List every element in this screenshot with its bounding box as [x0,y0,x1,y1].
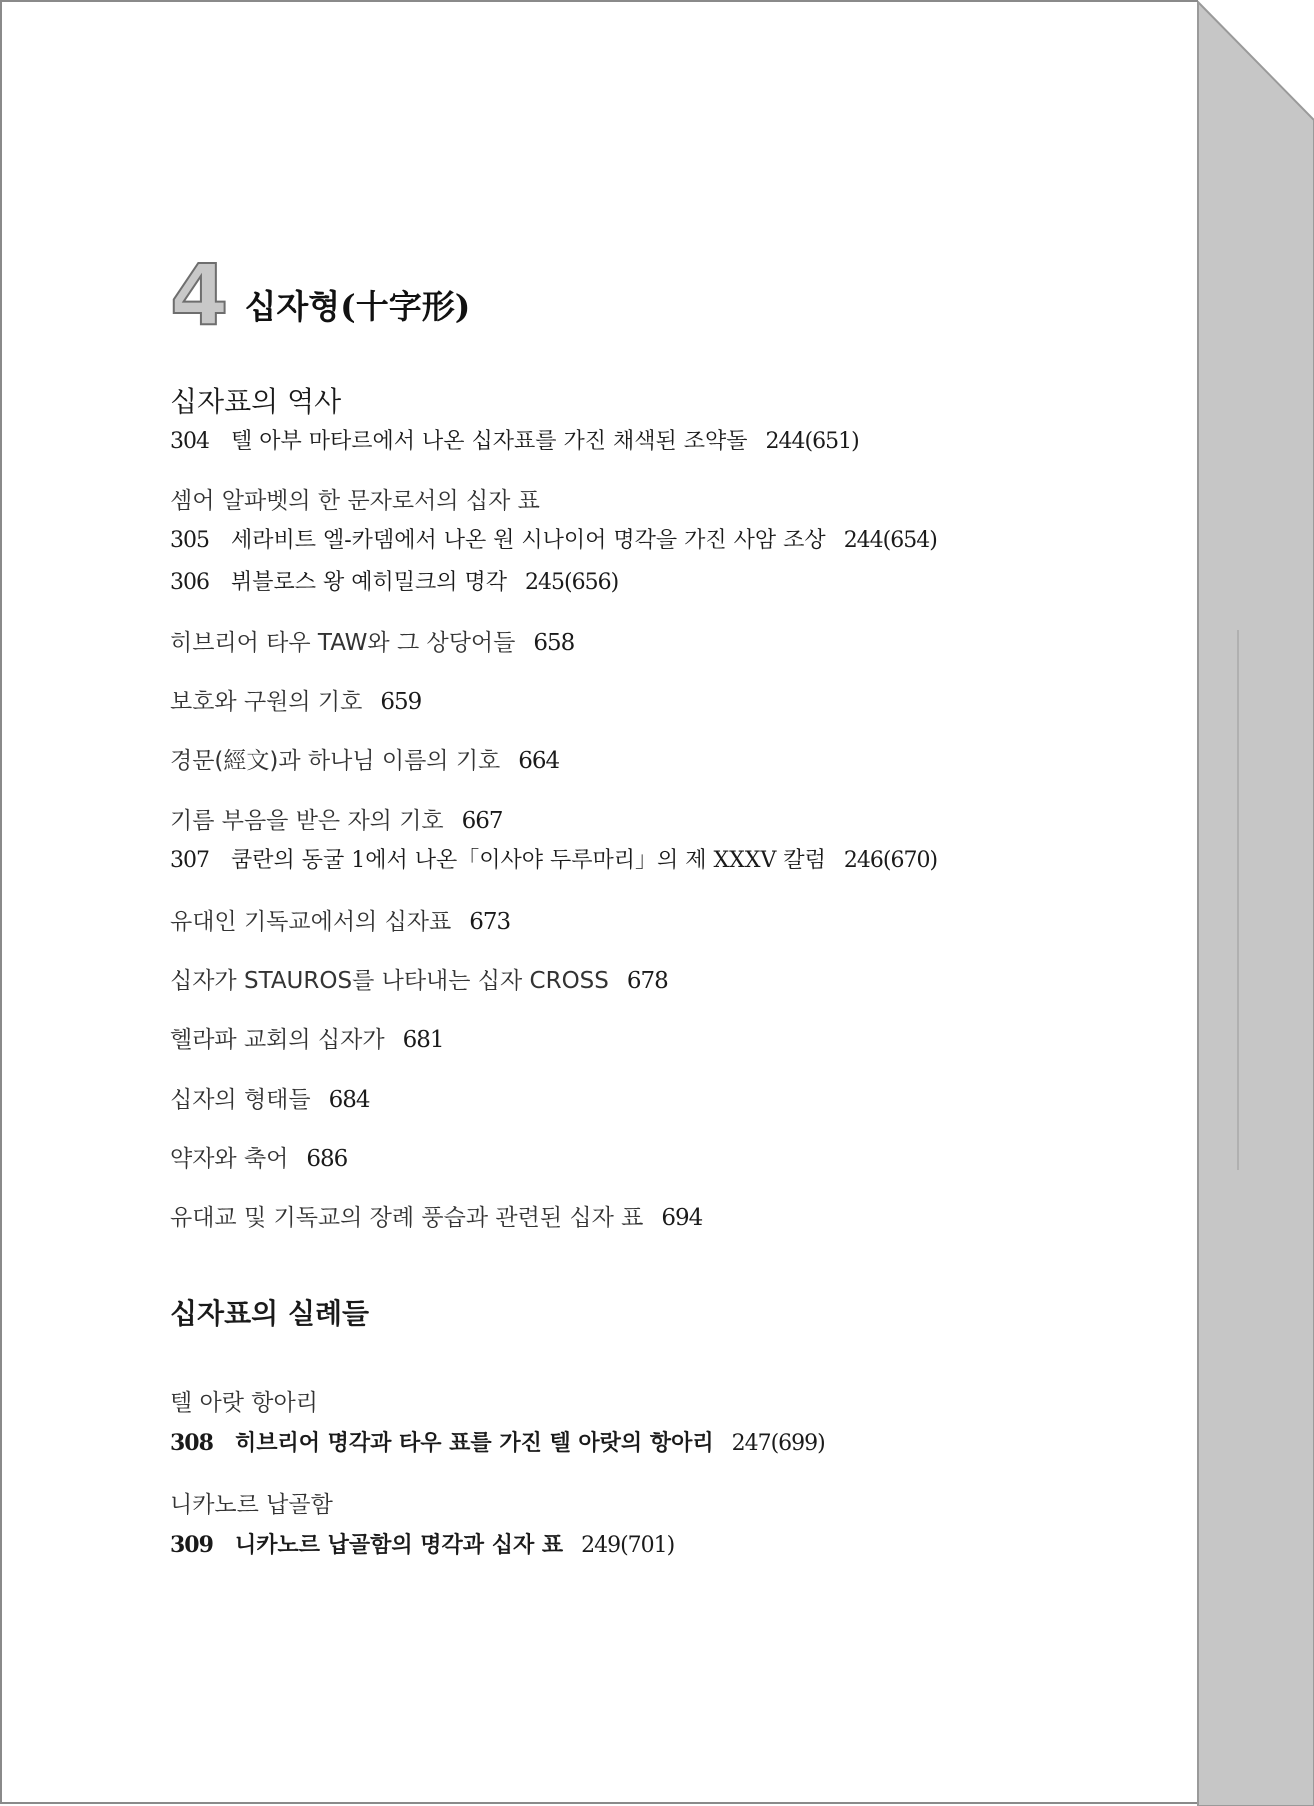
toc-subhead[interactable] [170,1486,333,1519]
subhead-page: 686 [306,1146,348,1172]
entry-number: 305 [170,528,209,553]
toc-subhead[interactable] [170,1081,370,1114]
subhead-text: 유대교 및 기독교의 장례 풍습과 관련된 십자 표 [170,1205,644,1231]
entry-text: 히브리어 명각과 타우 표를 가진 텔 아랏의 항아리 [234,1430,714,1456]
book-side-face [1198,2,1314,1806]
toc-subhead[interactable] [170,1021,444,1054]
subhead-text: 셈어 알파벳의 한 문자로서의 십자 표 [170,488,540,514]
entry-text: 세라비트 엘-카뎀에서 나온 원 시나이어 명각을 가진 사암 조상 [231,528,826,553]
entry-number: 306 [170,570,209,595]
toc-subhead[interactable] [170,683,421,716]
subhead-text: 십자가 STAUROS를 나타내는 십자 CROSS [170,968,609,994]
chapter-heading [170,246,471,344]
entry-number: 308 [170,1430,213,1456]
entry-number: 309 [170,1532,213,1558]
subhead-text: 십자의 형태들 [170,1087,311,1113]
toc-subhead[interactable] [170,962,668,995]
subhead-text: 헬라파 교회의 십자가 [170,1027,385,1053]
subhead-text: 보호와 구원의 기호 [170,689,363,715]
subhead-page: 658 [533,630,575,656]
entry-text: 뷔블로스 왕 예히밀크의 명각 [231,570,508,595]
entry-page: 245(656) [525,570,619,595]
subhead-page: 684 [328,1087,370,1113]
toc-entry-304[interactable] [170,424,859,455]
toc-entry-309[interactable] [170,1528,674,1559]
subhead-page: 694 [661,1205,703,1231]
entry-page: 249(701) [581,1533,675,1558]
section-title-history: 십자표의 역사 [170,385,342,418]
subhead-text: 텔 아랏 항아리 [170,1390,318,1416]
entry-page: 244(651) [765,429,859,454]
entry-page: 246(670) [843,848,938,873]
entry-page: 247(699) [731,1431,825,1456]
subhead-text: 경문(經文)과 하나님 이름의 기호 [170,748,501,774]
subhead-text: 기름 부음을 받은 자의 기호 [170,808,444,834]
section-title-examples: 십자표의 실례들 [170,1297,370,1330]
chapter-title: 십자형(十字形) [244,287,471,326]
subhead-text: 니카노르 납골함 [170,1492,333,1518]
toc-subhead[interactable] [170,1140,347,1173]
subhead-page: 673 [469,909,511,935]
entry-number: 307 [170,848,209,873]
entry-text: 텔 아부 마타르에서 나온 십자표를 가진 채색된 조약돌 [231,429,748,454]
toc-entry-307[interactable] [170,843,937,874]
toc-subhead[interactable] [170,802,503,835]
subhead-text: 약자와 축어 [170,1146,289,1172]
toc-subhead[interactable] [170,482,540,515]
toc-entry-308[interactable] [170,1426,825,1457]
subhead-page: 659 [380,689,422,715]
subhead-text: 히브리어 타우 TAW와 그 상당어들 [170,630,516,656]
toc-subhead[interactable] [170,1384,318,1417]
toc-entry-305[interactable] [170,523,937,554]
subhead-page: 678 [626,968,668,994]
chapter-number: 4 [170,246,227,344]
subhead-page: 664 [518,748,560,774]
entry-page: 244(654) [843,528,937,553]
subhead-page: 667 [461,808,503,834]
toc-subhead[interactable] [170,1199,702,1232]
toc-entry-306[interactable] [170,565,618,596]
entry-text: 쿰란의 동굴 1에서 나온「이사야 두루마리」의 제 XXXV 칼럼 [231,848,826,873]
toc-subhead[interactable] [170,624,574,657]
toc-subhead[interactable] [170,742,559,775]
toc-subhead[interactable] [170,903,510,936]
entry-number: 304 [170,429,209,454]
entry-text: 니카노르 납골함의 명각과 십자 표 [234,1532,564,1558]
subhead-page: 681 [402,1027,444,1053]
subhead-text: 유대인 기독교에서의 십자표 [170,909,452,935]
